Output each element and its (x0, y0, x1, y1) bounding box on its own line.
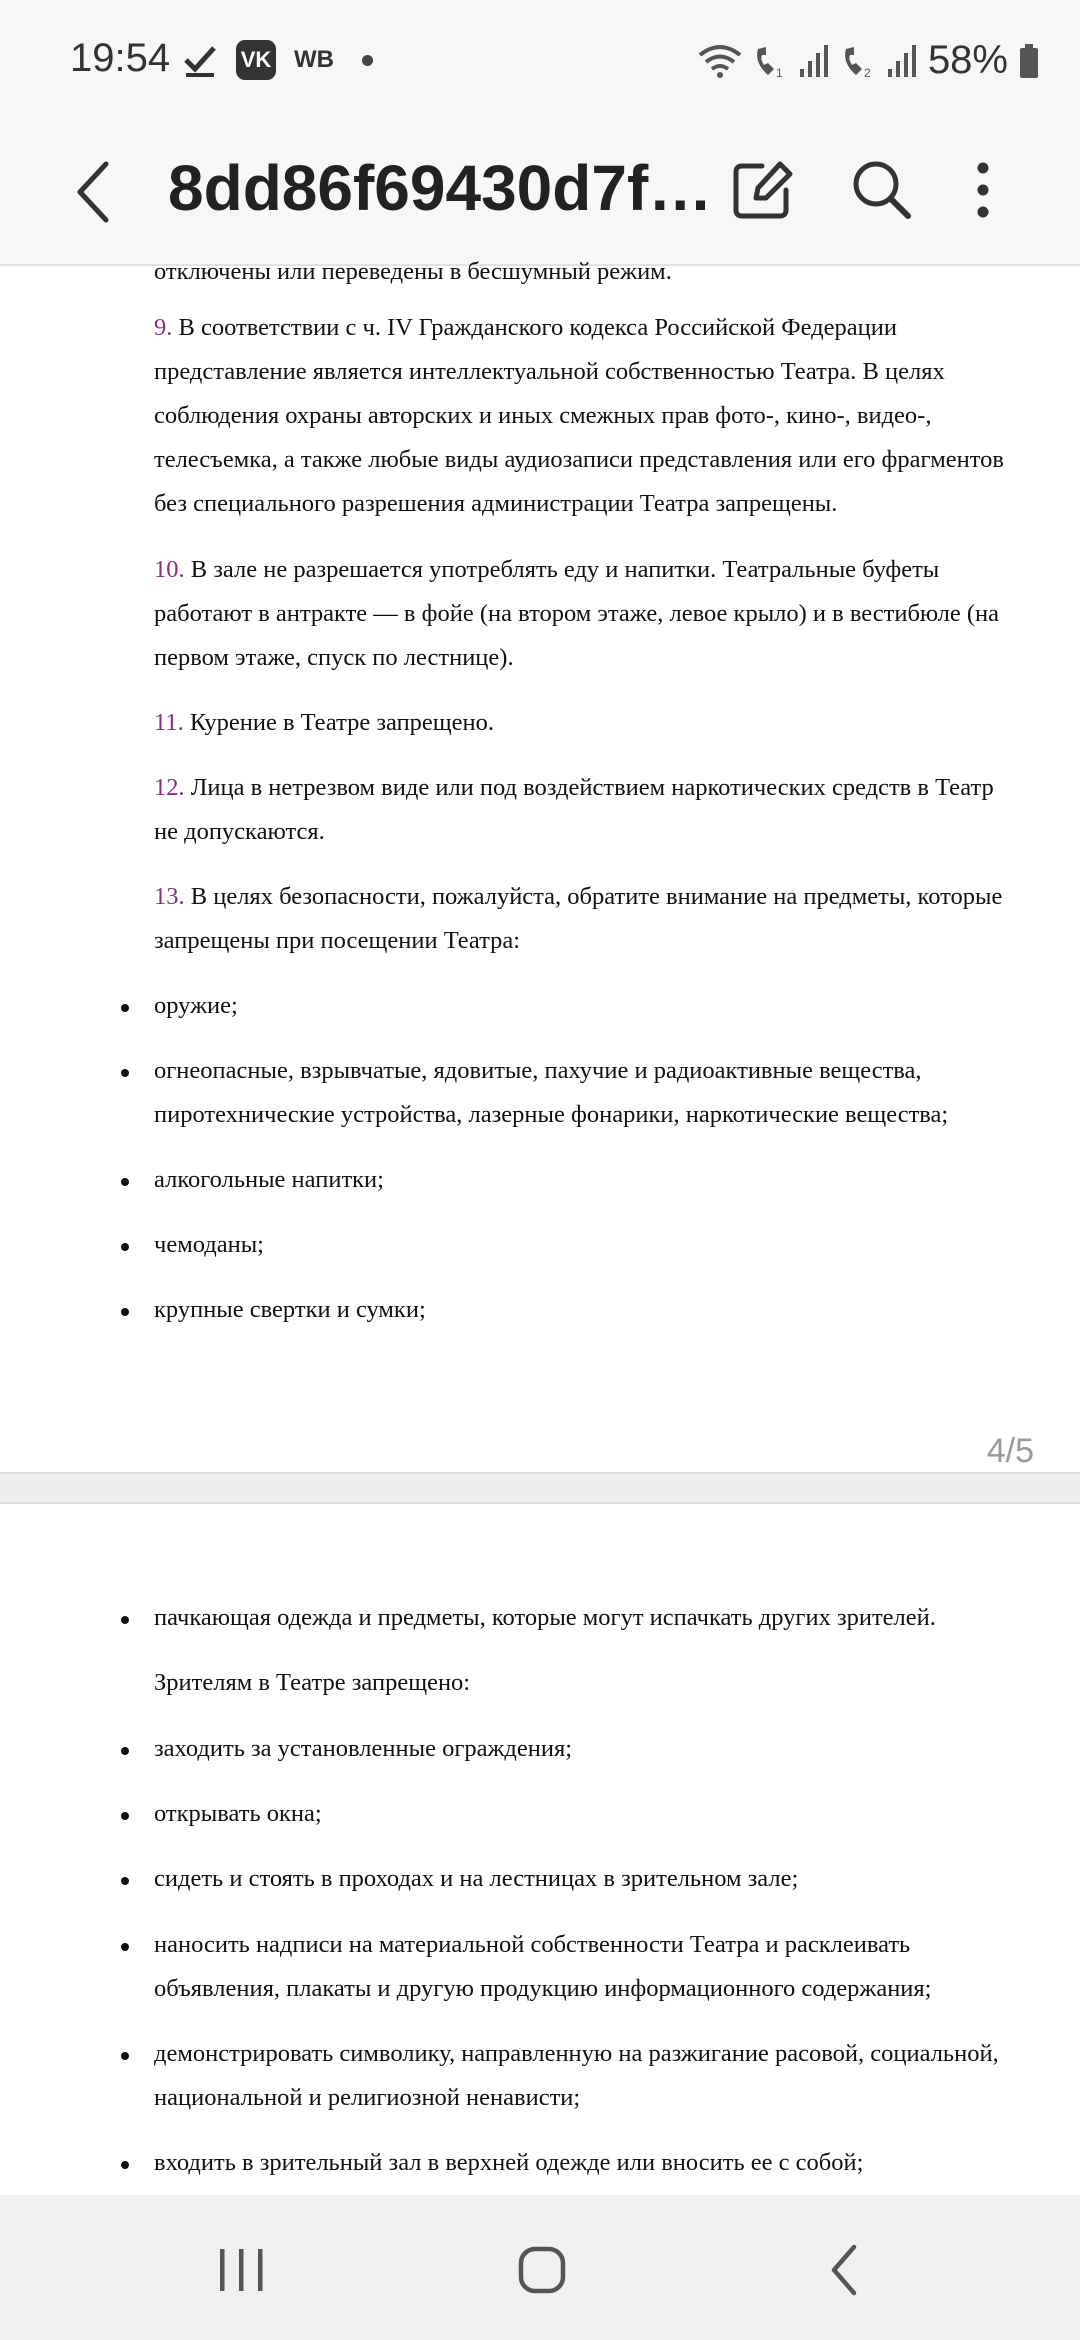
section-heading: Зрителям в Театре запрещено: (154, 1669, 471, 1696)
item-text: Лица в нетрезвом виде или под воздействием наркотических средств в Театр не допускаются. (154, 774, 994, 845)
back-nav-icon (800, 2225, 890, 2315)
list-item (154, 766, 1014, 854)
bullet-icon (121, 1616, 129, 1624)
bullet-item: сидеть и стоять в проходах и на лестницах в зрительном зале; (154, 1865, 799, 1892)
battery-icon (1018, 43, 1040, 79)
page-divider (0, 1472, 1080, 1504)
notification-icons (182, 40, 373, 80)
item-text: В целях безопасности, пожалуйста, обратите внимание на предметы, которые запрещены при посещении Театра: (154, 883, 1003, 954)
bullet-item: открывать окна; (154, 1800, 322, 1827)
list-item (154, 548, 1014, 680)
svg-text:1: 1 (775, 65, 783, 80)
edit-icon (722, 150, 802, 230)
bullet-icon (121, 1308, 129, 1316)
item-number: 9. (154, 314, 173, 341)
page-indicator: 4/5 (986, 1432, 1034, 1470)
bullet-icon (121, 1943, 129, 1951)
item-number: 13. (154, 883, 185, 910)
search-button[interactable] (842, 150, 922, 230)
check-icon (182, 42, 218, 78)
home-button[interactable] (497, 2225, 587, 2315)
system-icons (698, 38, 1040, 83)
home-icon (497, 2225, 587, 2315)
bullet-item: пачкающая одежда и предметы, которые могут испачкать других зрителей. (154, 1604, 936, 1631)
list-item (154, 306, 1014, 526)
bullet-icon (121, 2161, 129, 2169)
wb-icon: WB (294, 46, 334, 73)
back-button[interactable] (62, 152, 142, 232)
search-icon (842, 150, 922, 230)
bullet-icon (121, 1812, 129, 1820)
document-title: 8dd86f69430d7f… (168, 152, 713, 224)
item-text: В зале не разрешается употреблять еду и напитки. Театральные буфеты работают в антракте — в фойе (на втором этаже, левое крыло) и в вестибюле (на первом этаже, спуск по лестнице). (154, 556, 999, 671)
svg-text:2: 2 (863, 65, 871, 80)
list-item (154, 875, 1014, 963)
system-back-button[interactable] (800, 2225, 890, 2315)
list-item (154, 701, 1014, 745)
bullet-icon (121, 1747, 129, 1755)
back-icon (62, 152, 142, 232)
bullet-item: алкогольные напитки; (154, 1166, 384, 1193)
bullet-item: входить в зрительный зал в верхней одежде или вносить ее с собой; (154, 2149, 864, 2176)
signal1-icon (798, 43, 830, 79)
recents-button[interactable] (196, 2225, 286, 2315)
bullet-item: наносить надписи на материальной собственности Театра и расклеивать объявления, плакаты и другую продукцию информационного содержания; (154, 1931, 932, 2002)
bullet-icon (121, 1877, 129, 1885)
app-bar (0, 120, 1080, 266)
bullet-item: чемоданы; (154, 1231, 264, 1258)
status-bar (0, 0, 1080, 120)
item-number: 12. (154, 774, 185, 801)
bullet-icon (121, 1243, 129, 1251)
bullet-item: огнеопасные, взрывчатые, ядовитые, пахучие и радиоактивные вещества, пиротехнические устройства, лазерные фонарики, наркотические вещества; (154, 1057, 949, 1128)
volte1-icon (752, 43, 788, 79)
item-text: В соответствии с ч. IV Гражданского кодекса Российской Федерации представление является интеллектуальной собственностью Театра. В целях соблюдения охраны авторских и иных смежных прав фото-, кино-, видео-, телесъемка, а также любые виды аудиозаписи представления или его фрагментов без специального разрешения администрации Театра запрещены. (154, 314, 1004, 517)
vk-icon: VK (236, 40, 276, 80)
dot-icon (362, 55, 373, 66)
edit-button[interactable] (722, 150, 802, 230)
recents-icon (196, 2225, 286, 2315)
battery-percent: 58% (927, 38, 1008, 82)
signal2-icon (886, 43, 918, 79)
bullet-icon (121, 1004, 129, 1012)
bullet-icon (121, 1178, 129, 1186)
bullet-item: демонстрировать символику, направленную на разжигание расовой, социальной, национальной и религиозной ненависти; (154, 2040, 999, 2111)
bullet-item: оружие; (154, 992, 238, 1019)
more-options-button[interactable] (948, 150, 1018, 230)
bullet-item: заходить за установленные ограждения; (154, 1735, 573, 1762)
item-text: Курение в Театре запрещено. (189, 709, 495, 736)
cut-off-line: отключены или переведены в бесшумный режим. (154, 258, 672, 285)
item-number: 11. (154, 709, 184, 736)
more-icon (948, 150, 1018, 230)
volte2-icon (840, 43, 876, 79)
bullet-icon (121, 1069, 129, 1077)
navigation-bar (0, 2195, 1080, 2340)
item-number: 10. (154, 556, 185, 583)
wifi-icon (698, 43, 742, 79)
bullet-icon (121, 2052, 129, 2060)
status-time: 19:54 (70, 36, 171, 80)
bullet-item: крупные свертки и сумки; (154, 1296, 426, 1323)
document-viewer[interactable] (0, 258, 1080, 2195)
